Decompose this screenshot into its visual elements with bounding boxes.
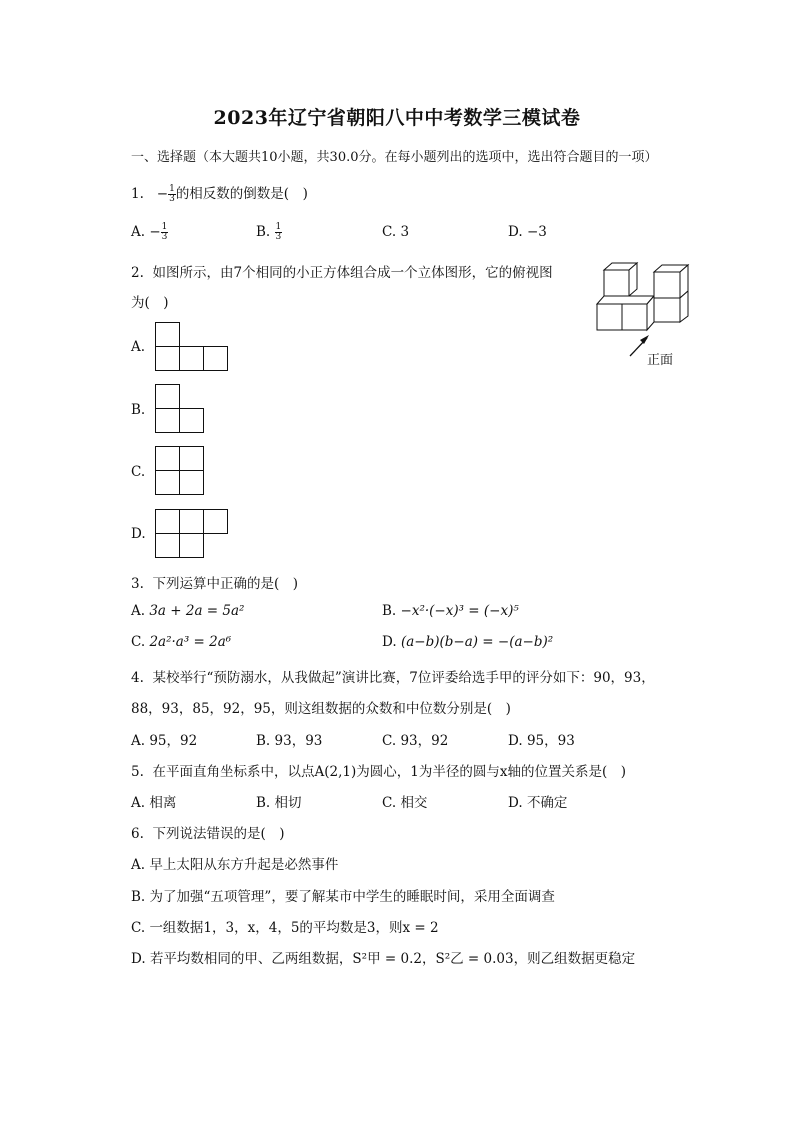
q3-option-a: A. 3a + 2a = 5a² bbox=[131, 603, 245, 619]
q4-option-c: C. 93，92 bbox=[382, 733, 449, 749]
q3-option-b: B. −x²·(−x)³ = (−x)⁵ bbox=[382, 603, 519, 619]
q2-option-a-label: A. bbox=[131, 339, 146, 355]
question-4-line1: 4. 某校举行“预防溺水，从我做起”演讲比赛，7位评委给选手甲的评分如下：90，93， bbox=[131, 670, 655, 686]
q1-option-a: A. − $\frac{1}{3}$ bbox=[131, 222, 168, 242]
section-heading: 一、选择题（本大题共10小题，共30.0分。在每小题列出的选项中，选出符合题目的一项） bbox=[131, 150, 658, 165]
q1-option-d: D. −3 bbox=[508, 224, 547, 240]
q2-option-c-label: C. bbox=[131, 464, 146, 480]
q1-option-b: B. $\frac{1}{3}$ bbox=[256, 222, 282, 242]
q6-option-c: C. 一组数据1，3，x，4，5的平均数是3，则x = 2 bbox=[131, 920, 439, 936]
q6-option-b: B. 为了加强“五项管理”，要了解某市中学生的睡眠时间，采用全面调查 bbox=[131, 889, 555, 905]
q4-option-d: D. 95，93 bbox=[508, 733, 575, 749]
question-2-line2: 为( ) bbox=[131, 295, 169, 311]
q2-option-a-shape bbox=[155, 322, 229, 372]
paper-title: 2023年辽宁省朝阳八中中考数学三模试卷 bbox=[213, 107, 581, 129]
cube-figure bbox=[590, 258, 700, 368]
q4-option-b: B. 93，93 bbox=[256, 733, 323, 749]
question-1-fraction: $\frac{1}{3}$ bbox=[169, 184, 175, 204]
question-1 bbox=[131, 182, 308, 204]
q5-option-c: C. 相交 bbox=[382, 795, 428, 811]
question-1-text: 的相反数的倒数是( ) bbox=[175, 186, 308, 202]
q4-option-a: A. 95，92 bbox=[131, 733, 198, 749]
q2-option-d-shape bbox=[155, 509, 229, 559]
q5-option-a: A. 相离 bbox=[131, 795, 177, 811]
q5-option-b: B. 相切 bbox=[256, 795, 302, 811]
q6-option-d: D. 若平均数相同的甲、乙两组数据，S²甲 = 0.2，S²乙 = 0.03，则乙组数据更稳定 bbox=[131, 951, 636, 967]
question-6: 6. 下列说法错误的是( ) bbox=[131, 826, 285, 842]
figure-label-front: 正面 bbox=[647, 353, 674, 368]
question-3: 3. 下列运算中正确的是( ) bbox=[131, 576, 299, 592]
q3-option-c: C. 2a²·a³ = 2a⁶ bbox=[131, 634, 232, 650]
q2-option-b-shape bbox=[155, 384, 205, 434]
q1-option-c: C. 3 bbox=[382, 224, 410, 240]
question-1-neg: − bbox=[156, 186, 169, 202]
q5-option-d: D. 不确定 bbox=[508, 795, 568, 811]
question-2-line1: 2. 如图所示，由7个相同的小正方体组合成一个立体图形，它的俯视图 bbox=[131, 265, 553, 281]
q3-option-d: D. (a−b)(b−a) = −(a−b)² bbox=[382, 634, 554, 650]
question-5: 5. 在平面直角坐标系中，以点A(2,1)为圆心，1为半径的圆与x轴的位置关系是( ) bbox=[131, 764, 626, 780]
q2-option-d-label: D. bbox=[131, 526, 146, 542]
question-4-line2: 88，93，85，92，95，则这组数据的众数和中位数分别是( ) bbox=[131, 701, 511, 717]
q2-option-b-label: B. bbox=[131, 402, 146, 418]
q6-option-a: A. 早上太阳从东方升起是必然事件 bbox=[131, 857, 339, 873]
q2-option-c-shape bbox=[155, 446, 205, 496]
question-number: 1. bbox=[131, 186, 144, 202]
